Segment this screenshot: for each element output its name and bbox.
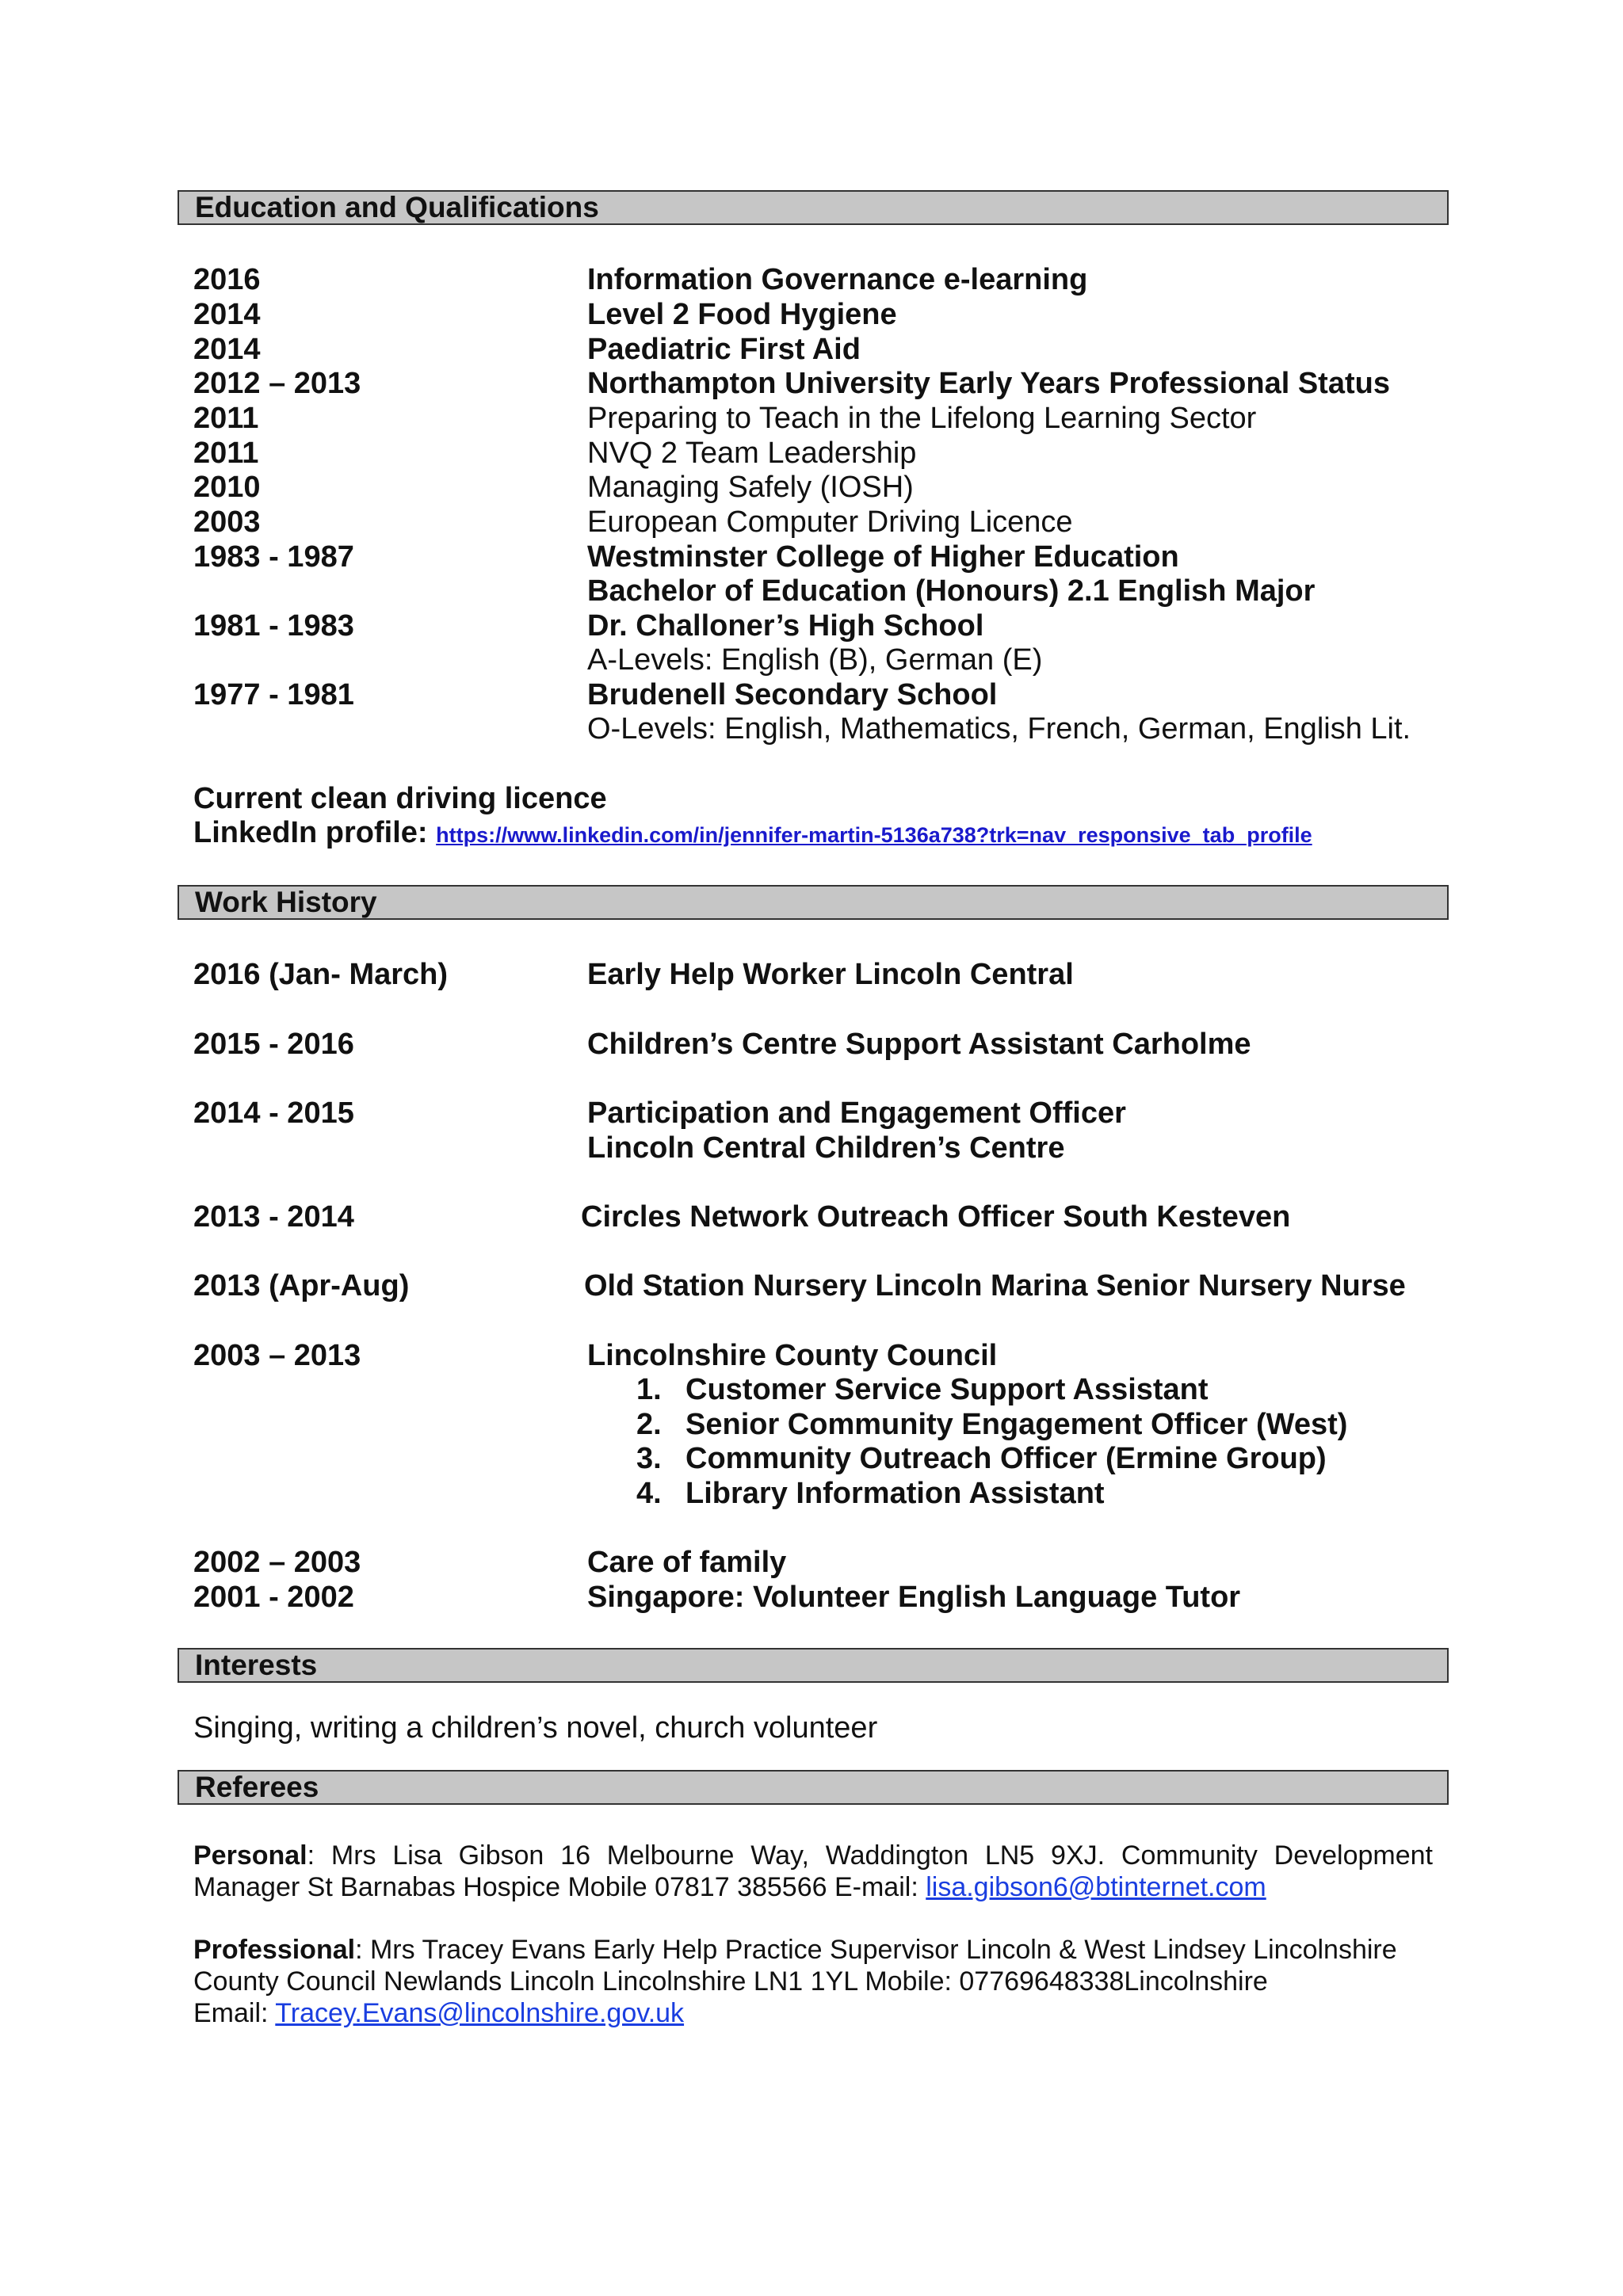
edu-desc: Dr. Challoner’s High School (587, 609, 984, 643)
edu-desc: NVQ 2 Team Leadership (587, 437, 917, 470)
edu-year: 2014 (193, 333, 261, 366)
work-desc-detail: Lincoln Central Children’s Centre (587, 1131, 1065, 1165)
work-desc: Care of family (587, 1546, 787, 1579)
linkedin-label: LinkedIn profile: (193, 816, 428, 849)
work-year: 2002 – 2003 (193, 1546, 361, 1579)
edu-desc: Northampton University Early Years Professional Status (587, 367, 1390, 400)
list-number: 4. (636, 1477, 662, 1510)
referee-personal-label: Personal (193, 1840, 307, 1871)
referee-professional-line3 (193, 1997, 1433, 2029)
edu-year: 2003 (193, 505, 261, 539)
work-desc: Old Station Nursery Lincoln Marina Senior Nursery Nurse (584, 1269, 1406, 1302)
edu-desc-detail: A-Levels: English (B), German (E) (587, 643, 1043, 677)
council-role-item (636, 1407, 1347, 1442)
edu-year: 1981 - 1983 (193, 609, 354, 643)
referee-professional-email-label: Email: (193, 1998, 276, 2028)
council-role-label: Library Information Assistant (685, 1477, 1105, 1510)
work-desc: Lincolnshire County Council (587, 1339, 998, 1372)
work-year: 2013 - 2014 (193, 1200, 354, 1234)
education-section-header: Education and Qualifications (178, 190, 1449, 225)
referee-personal-email[interactable]: lisa.gibson6@btinternet.com (926, 1872, 1266, 1902)
work-desc: Singapore: Volunteer English Language Tutor (587, 1581, 1241, 1614)
council-role-item (636, 1372, 1209, 1407)
edu-year: 2011 (193, 437, 259, 470)
work-desc: Early Help Worker Lincoln Central (587, 958, 1074, 991)
driving-licence: Current clean driving licence (193, 782, 607, 815)
edu-year: 2012 – 2013 (193, 367, 361, 400)
edu-year: 1977 - 1981 (193, 678, 354, 711)
edu-desc: Level 2 Food Hygiene (587, 298, 897, 331)
edu-desc: Paediatric First Aid (587, 333, 861, 366)
work-year: 2003 – 2013 (193, 1339, 361, 1372)
work-year: 2016 (Jan- March) (193, 958, 449, 991)
linkedin-row (193, 815, 1312, 852)
edu-year: 1983 - 1987 (193, 540, 354, 574)
linkedin-link[interactable]: https://www.linkedin.com/in/jennifer-martin-5136a738?trk=nav_responsive_tab_profile (436, 823, 1312, 847)
work-section-header: Work History (178, 885, 1449, 920)
edu-year: 2011 (193, 402, 259, 435)
edu-year: 2016 (193, 263, 261, 296)
edu-desc-detail: O-Levels: English, Mathematics, French, German, English Lit. (587, 712, 1411, 746)
council-role-label: Senior Community Engagement Officer (West) (685, 1408, 1348, 1441)
interests-text: Singing, writing a children’s novel, church volunteer (193, 1711, 878, 1745)
referee-personal-text: : Mrs Lisa Gibson 16 Melbourne Way, Waddington LN5 9XJ. Community Development Manager St Barnabas Hospice Mobile 07817 385566 E-mail: (193, 1840, 1433, 1902)
work-year: 2001 - 2002 (193, 1581, 354, 1614)
interests-section-header: Interests (178, 1648, 1449, 1683)
council-role-label: Customer Service Support Assistant (685, 1373, 1209, 1406)
work-desc: Children’s Centre Support Assistant Carholme (587, 1028, 1251, 1061)
edu-desc: Brudenell Secondary School (587, 678, 998, 711)
edu-desc: Westminster College of Higher Education (587, 540, 1179, 574)
referee-personal (193, 1840, 1433, 1903)
edu-year: 2010 (193, 471, 261, 504)
referee-professional-label: Professional (193, 1935, 356, 1965)
list-number: 1. (636, 1373, 662, 1406)
work-year: 2015 - 2016 (193, 1028, 354, 1061)
work-year: 2014 - 2015 (193, 1097, 354, 1130)
council-role-label: Community Outreach Officer (Ermine Group) (685, 1442, 1327, 1475)
referee-professional-text1: : Mrs Tracey Evans Early Help Practice Supervisor Lincoln & West Lindsey Lincolnshire (355, 1935, 1397, 1965)
referees-section-header: Referees (178, 1770, 1449, 1805)
work-desc: Circles Network Outreach Officer South Kesteven (581, 1200, 1291, 1234)
list-number: 2. (636, 1408, 662, 1441)
referee-professional-email[interactable]: Tracey.Evans@lincolnshire.gov.uk (275, 1998, 685, 2028)
edu-desc: Information Governance e-learning (587, 263, 1088, 296)
council-role-item (636, 1441, 1327, 1476)
referee-professional-line1 (193, 1934, 1433, 1966)
edu-year: 2014 (193, 298, 261, 331)
referee-professional (193, 1934, 1433, 2029)
edu-desc: Managing Safely (IOSH) (587, 471, 914, 504)
list-number: 3. (636, 1442, 662, 1475)
edu-desc: Preparing to Teach in the Lifelong Learning Sector (587, 402, 1257, 435)
council-role-item (636, 1476, 1105, 1511)
work-year: 2013 (Apr-Aug) (193, 1269, 410, 1302)
edu-desc-detail: Bachelor of Education (Honours) 2.1 English Major (587, 574, 1316, 608)
referee-professional-line2: County Council Newlands Lincoln Lincolnshire LN1 1YL Mobile: 07769648338Lincolnshire (193, 1966, 1268, 1997)
edu-desc: European Computer Driving Licence (587, 505, 1073, 539)
work-desc: Participation and Engagement Officer (587, 1097, 1126, 1130)
